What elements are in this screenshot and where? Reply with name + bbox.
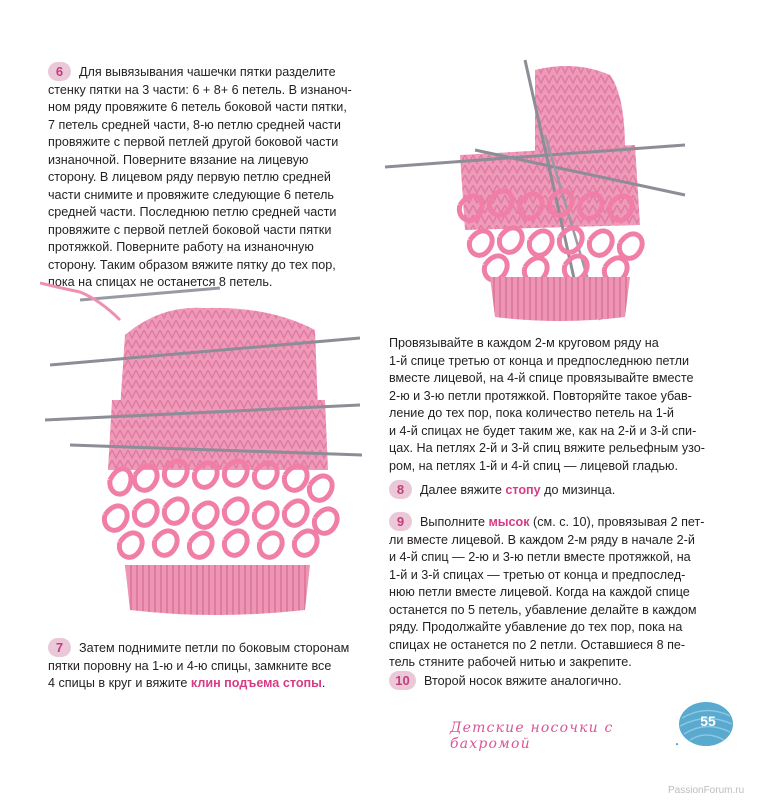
loop-fringe <box>104 461 337 557</box>
step-7-line: 4 спицы в круг и вяжите <box>48 676 191 690</box>
foot-link: стопу <box>505 483 541 497</box>
step-number-badge: 9 <box>389 512 412 531</box>
step-6 <box>48 62 378 292</box>
step-7-line: пятки поровну на 1-ю и 4-ю спицы, замкните все <box>48 658 332 673</box>
step-9-line: останется по 5 петель, убавление делайте в каждом <box>389 602 697 617</box>
step-6-line: сторону. В лицевом ряду первую петлю средней <box>48 170 331 184</box>
step-9-line: ряду. Продолжайте убавление до тех пор, пока на <box>389 620 683 634</box>
page-number: 55 <box>700 713 716 729</box>
step-8-text-end: до мизинца. <box>540 483 616 497</box>
step-6-line: провяжите с первой петлей другой боковой части <box>48 135 339 149</box>
step-8-text: Далее вяжите <box>420 483 506 497</box>
step-9-line: нюю петли вместе лицевой. Когда на каждой спице <box>389 585 690 599</box>
step-7 <box>48 638 378 693</box>
round-knitting-photo <box>385 55 725 325</box>
step-6-line: ном ряду провяжите 6 петель боковой части пятки, <box>48 100 347 114</box>
step-6-line: средней части. Последнюю петлю средней части <box>48 205 337 219</box>
continuation-line: ление до тех пор, пока количество петель на 1-й <box>389 406 674 420</box>
step-7-continuation <box>389 335 729 475</box>
step-number-badge: 6 <box>48 62 71 81</box>
step-number-badge: 8 <box>389 480 412 499</box>
step-6-line: Для вывязывания чашечки пятки разделите <box>79 65 336 79</box>
step-9 <box>389 512 729 672</box>
continuation-line: ром, на петлях 1-й и 4-й спиц — лицевой гладью. <box>389 458 679 473</box>
section-title: Детские носочки с бахромой <box>450 720 614 752</box>
step-9-text: (см. с. 10), провязывая 2 пет- <box>529 515 705 529</box>
needle <box>80 288 220 300</box>
instep-wedge-link: клин подъема стопы <box>190 676 322 690</box>
continuation-line: 2-ю и 3-ю петли протяжкой. Повторяйте такое убав- <box>389 388 692 403</box>
continuation-line: 1-й спице третью от конца и предпоследнюю петли <box>389 353 690 368</box>
step-number-badge: 10 <box>389 671 416 690</box>
step-6-line: протяжкой. Поверните работу на изнаночную <box>48 240 314 254</box>
step-6-line: изнаночной. Поверните вязание на лицевую <box>48 152 309 167</box>
toe-link: мысок <box>488 515 530 529</box>
step-6-line: сторону. Таким образом вяжите пятку до тех пор, <box>48 257 336 272</box>
step-10 <box>389 671 729 691</box>
watermark: PassionForum.ru <box>668 785 745 796</box>
step-9-line: тель стяните рабочей нитью и закрепите. <box>389 655 632 669</box>
period: . <box>321 676 326 690</box>
continuation-line: и 4-й спицах не будет таким же, как на 2-й и 3-й спи- <box>389 423 697 438</box>
step-number-badge: 7 <box>48 638 71 657</box>
step-9-line: 1-й и 3-й спицах — третью от конца и предпослед- <box>389 567 686 582</box>
step-9-text: Выполните <box>420 515 489 529</box>
step-6-line: стенку пятки на 3 части: 6 + 8+ 6 петель. В изнаноч- <box>48 82 352 97</box>
step-6-line: 7 петель средней части, 8-ю петлю средней части <box>48 117 341 132</box>
continuation-line: Провязывайте в каждом 2-м круговом ряду на <box>389 336 659 350</box>
step-6-line: провяжите с первой петлей боковой части пятки <box>48 222 332 237</box>
step-9-line: и 4-й спиц — 2-ю и 3-ю петли вместе протяжкой, на <box>389 550 691 564</box>
step-8 <box>389 480 729 500</box>
continuation-line: цах. На петлях 2-й и 3-й спиц вяжите рельефным узо- <box>389 441 705 455</box>
continuation-line: вместе лицевой, на 4-й спице провязывайте вместе <box>389 371 694 385</box>
heel-photo <box>40 280 370 620</box>
step-10-text: Второй носок вяжите аналогично. <box>424 674 622 688</box>
step-7-line: Затем поднимите петли по боковым сторонам <box>79 641 350 655</box>
step-9-line: ли вместе лицевой. В каждом 2-м ряду в начале 2-й <box>389 532 695 547</box>
step-9-line: спицах не останется по 2 петли. Оставшиеся 8 пе- <box>389 637 686 652</box>
step-6-line: пока на спицах не останется 8 петель. <box>48 275 273 289</box>
step-6-line: части снимите и провяжите следующие 6 петель <box>48 187 334 202</box>
